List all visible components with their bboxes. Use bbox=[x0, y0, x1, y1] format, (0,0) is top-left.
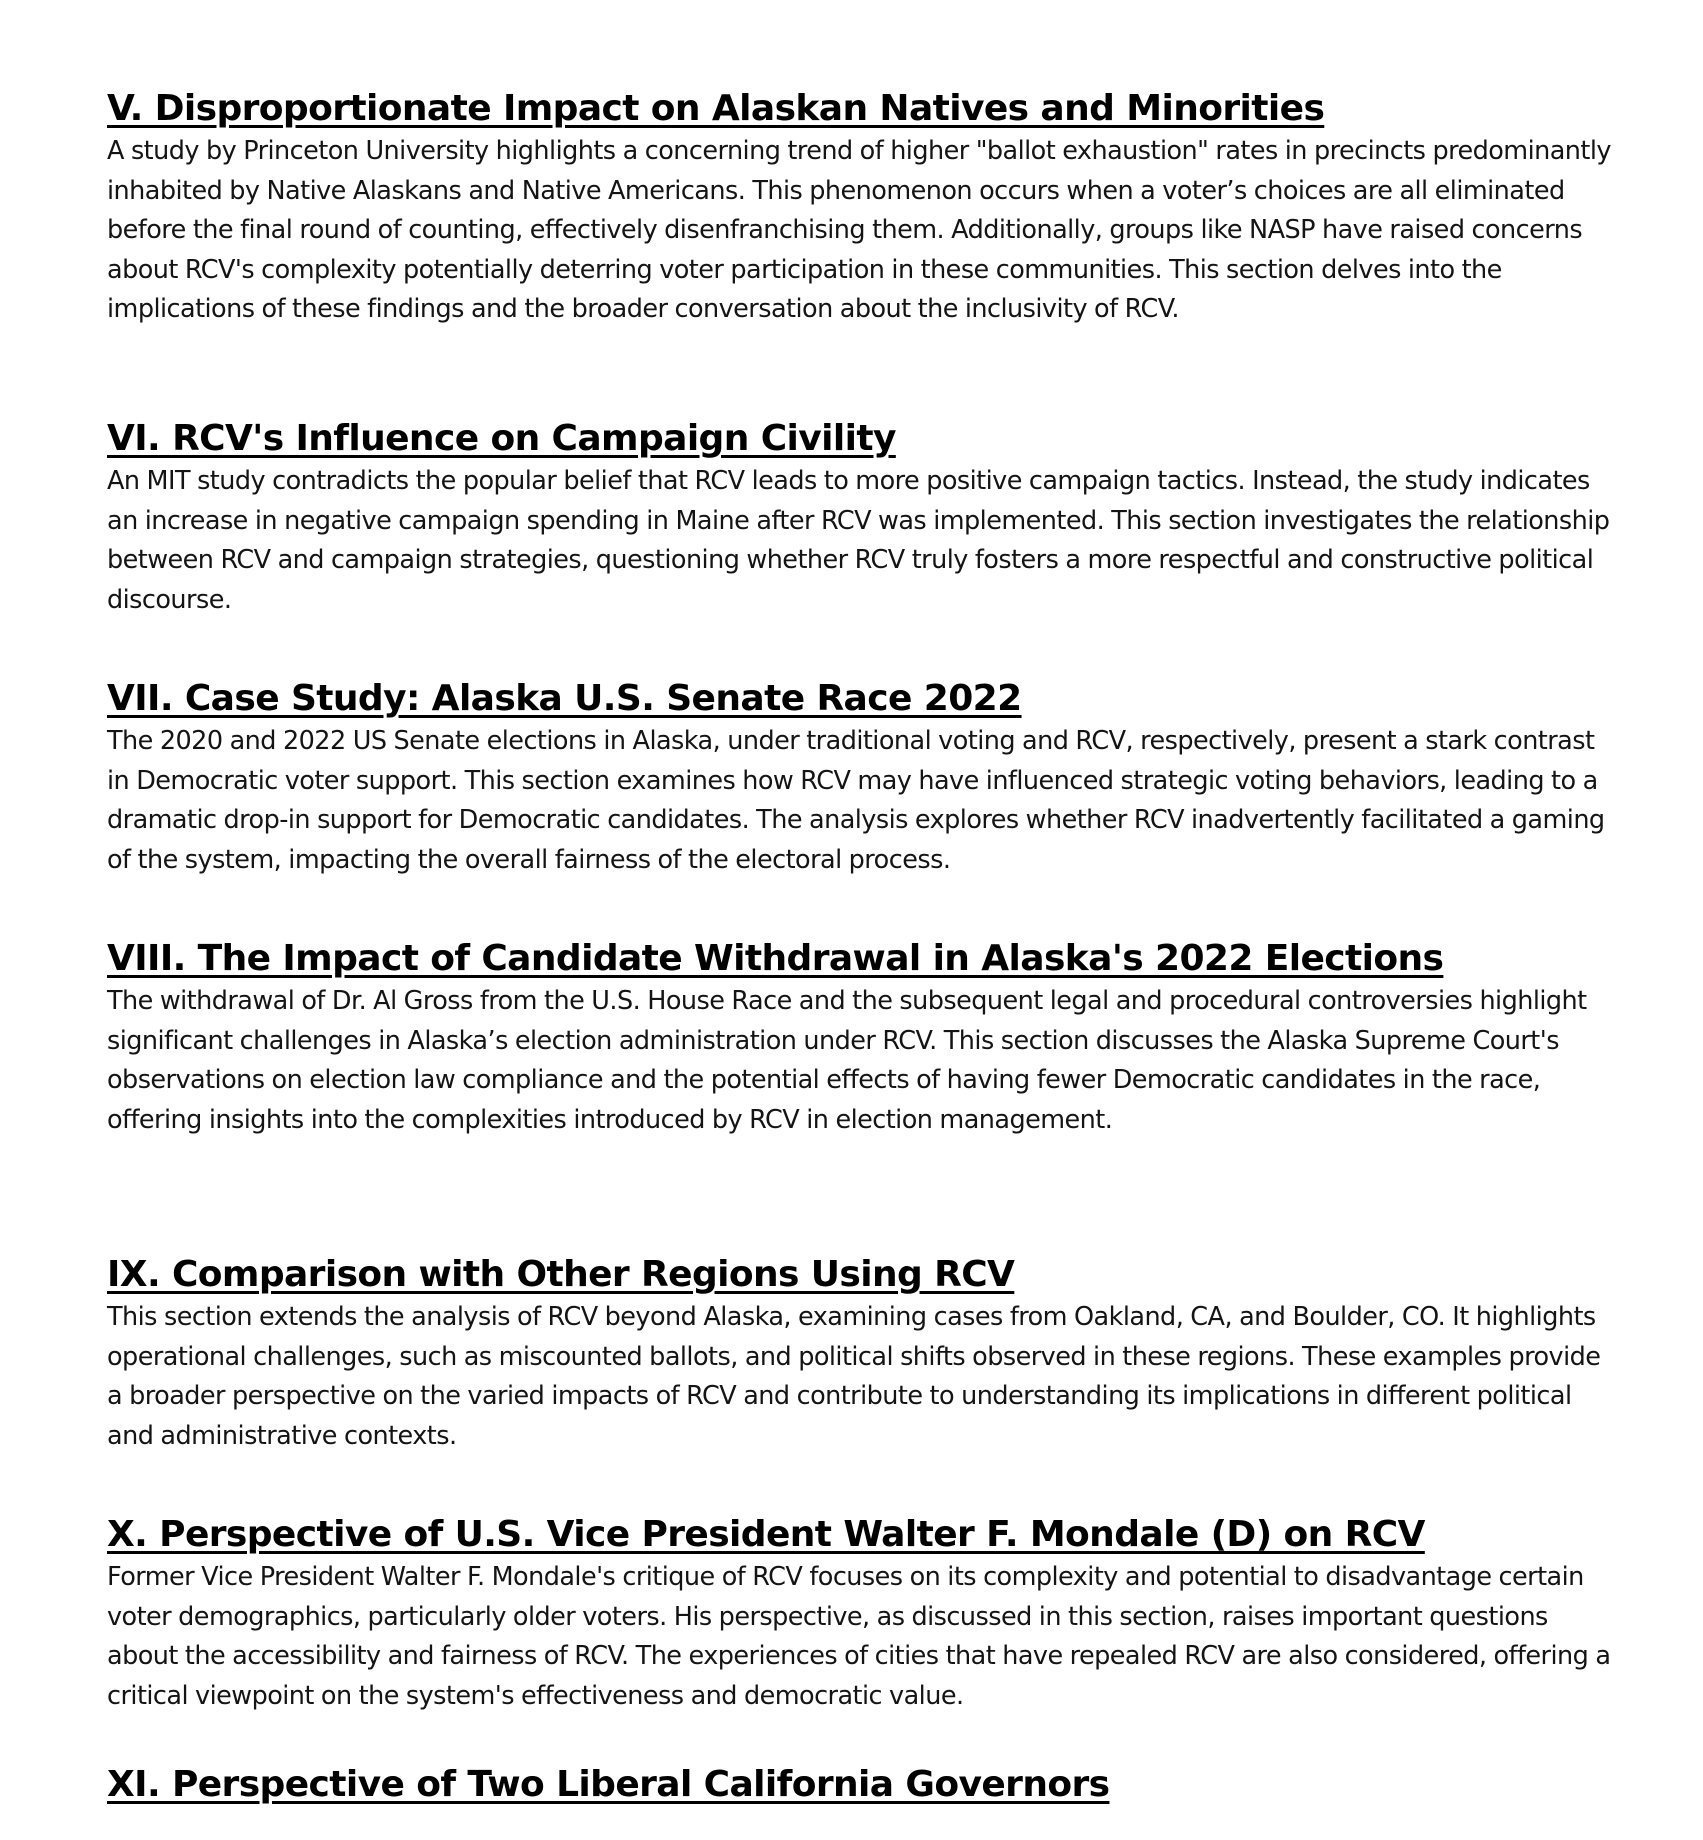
section-heading: V. Disproportionate Impact on Alaskan Natives and Minorities bbox=[107, 88, 1325, 129]
section-heading: X. Perspective of U.S. Vice President Walter F. Mondale (D) on RCV bbox=[107, 1514, 1425, 1555]
section-body: This section extends the analysis of RCV beyond Alaska, examining cases from Oakland, CA, and Boulder, CO. It highlights operational challenges, such as miscounted ballots, and political shifts observed in these regions. These examples provide a broader perspective on the varied impacts of RCV and contribute to understanding its implications in different political and administrative contexts. bbox=[107, 1302, 1601, 1451]
section-heading: IX. Comparison with Other Regions Using RCV bbox=[107, 1254, 1015, 1295]
section-vii bbox=[107, 676, 1617, 880]
section-heading: VII. Case Study: Alaska U.S. Senate Race 2022 bbox=[107, 678, 1022, 719]
section-heading: VIII. The Impact of Candidate Withdrawal in Alaska's 2022 Elections bbox=[107, 938, 1444, 979]
section-v bbox=[107, 86, 1617, 330]
section-body: The withdrawal of Dr. Al Gross from the U.S. House Race and the subsequent legal and procedural controversies highlight significant challenges in Alaska’s election administration under RCV. This section discusses the Alaska Supreme Court's observations on election law compliance and the potential effects of having fewer Democratic candidates in the race, offering insights into the complexities introduced by RCV in election management. bbox=[107, 986, 1587, 1135]
section-body: An MIT study contradicts the popular belief that RCV leads to more positive campaign tactics. Instead, the study indicates an increase in negative campaign spending in Maine after RCV was implemented. This section investigates the relationship between RCV and campaign strategies, questioning whether RCV truly fosters a more respectful and constructive political discourse. bbox=[107, 466, 1610, 615]
section-body: Former Vice President Walter F. Mondale's critique of RCV focuses on its complexity and potential to disadvantage certain voter demographics, particularly older voters. His perspective, as discussed in this section, raises important questions about the accessibility and fairness of RCV. The experiences of cities that have repealed RCV are also considered, offering a critical viewpoint on the system's effectiveness and democratic value. bbox=[107, 1562, 1611, 1711]
section-ix bbox=[107, 1252, 1617, 1456]
section-heading: XI. Perspective of Two Liberal California Governors bbox=[107, 1764, 1110, 1805]
section-body: A study by Princeton University highlights a concerning trend of higher "ballot exhaustion" rates in precincts predominantly inhabited by Native Alaskans and Native Americans. This phenomenon occurs when a voter’s choices are all eliminated before the final round of counting, effectively disenfranchising them. Additionally, groups like NASP have raised concerns about RCV's complexity potentially deterring voter participation in these communities. This section delves into the implications of these findings and the broader conversation about the inclusivity of RCV. bbox=[107, 136, 1611, 324]
section-body: The 2020 and 2022 US Senate elections in Alaska, under traditional voting and RCV, respectively, present a stark contrast in Democratic voter support. This section examines how RCV may have influenced strategic voting behaviors, leading to a dramatic drop-in support for Democratic candidates. The analysis explores whether RCV inadvertently facilitated a gaming of the system, impacting the overall fairness of the electoral process. bbox=[107, 726, 1605, 875]
section-vi bbox=[107, 416, 1617, 620]
section-x bbox=[107, 1512, 1617, 1716]
section-viii bbox=[107, 936, 1617, 1140]
section-xi bbox=[107, 1762, 1617, 1808]
section-heading: VI. RCV's Influence on Campaign Civility bbox=[107, 418, 896, 459]
